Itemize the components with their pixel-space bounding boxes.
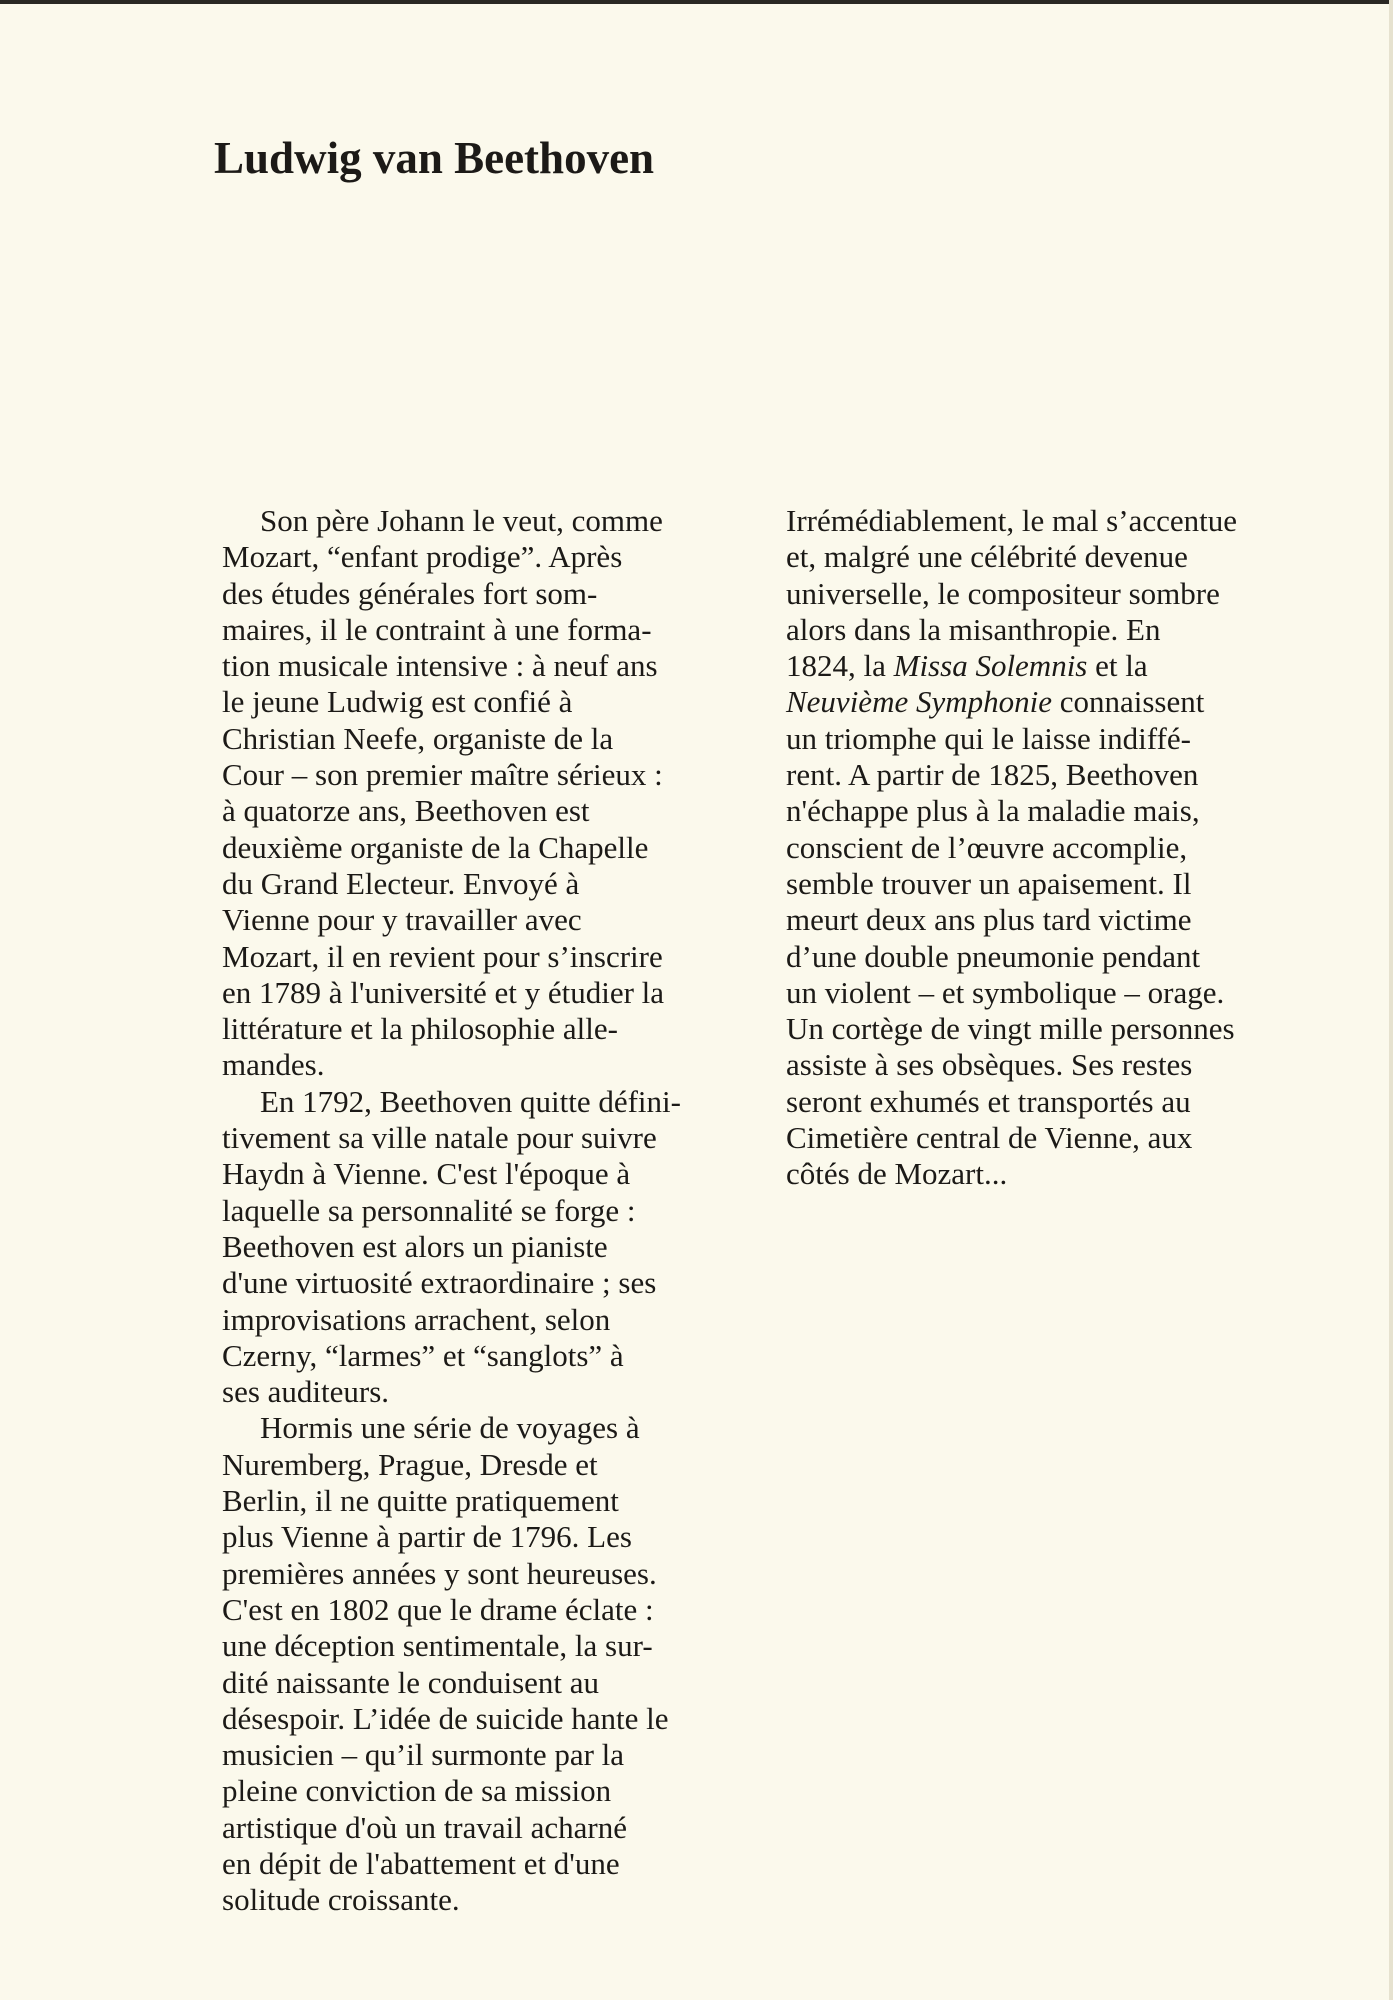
- text-line: Cimetière central de Vienne, aux: [786, 1120, 1193, 1156]
- paragraph-3: [222, 1410, 762, 1918]
- text-line: C'est en 1802 que le drame éclate :: [222, 1591, 654, 1627]
- text-line: n'échappe plus à la maladie mais,: [786, 793, 1200, 829]
- text-line: deuxième organiste de la Chapelle: [222, 829, 649, 865]
- text-line: Cour – son premier maître sérieux :: [222, 757, 663, 793]
- text-line: Son père Johann le veut, comme: [260, 503, 663, 538]
- text-line: dité naissante le conduisent au: [222, 1664, 600, 1700]
- text-line: meurt deux ans plus tard victime: [786, 902, 1192, 938]
- text-line: désespoir. L’idée de suicide hante le: [222, 1700, 669, 1736]
- text-line: Mozart, “enfant prodige”. Après: [222, 539, 623, 575]
- text-line: Haydn à Vienne. C'est l'époque à: [222, 1156, 631, 1192]
- work-title-missa-solemnis: Missa Solemnis: [893, 648, 1088, 684]
- work-title-neuvieme-symphonie: Neuvième Symphonie: [786, 684, 1052, 720]
- text-line: mandes.: [222, 1047, 325, 1083]
- text-line: universelle, le compositeur sombre: [786, 575, 1220, 611]
- text-line: Berlin, il ne quitte pratiquement: [222, 1483, 619, 1519]
- text-line: Mozart, il en revient pour s’inscrire: [222, 938, 663, 974]
- text-line: semble trouver un apaisement. Il: [786, 865, 1192, 901]
- text-line: tivement sa ville natale pour suivre: [222, 1120, 657, 1156]
- text-line: rent. A partir de 1825, Beethoven: [786, 757, 1199, 793]
- text-line: En 1792, Beethoven quitte défini-: [260, 1083, 681, 1119]
- text-line: d’une double pneumonie pendant: [786, 938, 1201, 974]
- text-line: tion musicale intensive : à neuf ans: [222, 648, 658, 684]
- paragraph-1: [222, 503, 762, 1084]
- text-line: solitude croissante.: [222, 1882, 460, 1918]
- text-line: assiste à ses obsèques. Ses restes: [786, 1047, 1193, 1083]
- text-line: le jeune Ludwig est confié à: [222, 684, 573, 720]
- text-line: [786, 684, 1326, 720]
- right-column: [786, 503, 1326, 1193]
- text-line: Irrémédiablement, le mal s’accentue: [786, 503, 1237, 538]
- text-line: maires, il le contraint à une forma-: [222, 611, 652, 647]
- text-line: conscient de l’œuvre accomplie,: [786, 829, 1188, 865]
- text-line: ses auditeurs.: [222, 1374, 390, 1410]
- text-line: Beethoven est alors un pianiste: [222, 1228, 608, 1264]
- page-title: Ludwig van Beethoven: [214, 133, 655, 183]
- left-column: [222, 503, 762, 1919]
- text-line: littérature et la philosophie alle-: [222, 1011, 618, 1047]
- text-line: plus Vienne à partir de 1796. Les: [222, 1519, 632, 1555]
- page-top-edge: [0, 0, 1393, 4]
- text-line: artistique d'où un travail acharné: [222, 1809, 627, 1845]
- text-line: [786, 648, 1326, 684]
- text-line: musicien – qu’il surmonte par la: [222, 1737, 625, 1773]
- text-line: des études générales fort som-: [222, 575, 598, 611]
- text-line: Czerny, “larmes” et “sanglots” à: [222, 1337, 624, 1373]
- text-line: à quatorze ans, Beethoven est: [222, 793, 590, 829]
- text-line: en dépit de l'abattement et d'une: [222, 1845, 620, 1881]
- page-right-edge: [1389, 0, 1393, 2000]
- text-line: Hormis une série de voyages à: [260, 1410, 640, 1446]
- text-run: 1824, la: [786, 648, 894, 684]
- text-line: et, malgré une célébrité devenue: [786, 539, 1188, 575]
- text-line: en 1789 à l'université et y étudier la: [222, 974, 665, 1010]
- text-line: un triomphe qui le laisse indiffé-: [786, 720, 1191, 756]
- text-line: côtés de Mozart...: [786, 1156, 1008, 1192]
- text-line: seront exhumés et transportés au: [786, 1083, 1191, 1119]
- text-run: et la: [1087, 648, 1148, 684]
- text-line: premières années y sont heureuses.: [222, 1555, 657, 1591]
- text-line: Nuremberg, Prague, Dresde et: [222, 1446, 598, 1482]
- text-line: alors dans la misanthropie. En: [786, 611, 1161, 647]
- text-run: connaissent: [1051, 684, 1205, 720]
- text-line: un violent – et symbolique – orage.: [786, 974, 1225, 1010]
- text-line: Christian Neefe, organiste de la: [222, 720, 614, 756]
- text-line: du Grand Electeur. Envoyé à: [222, 865, 580, 901]
- text-line: laquelle sa personnalité se forge :: [222, 1192, 636, 1228]
- paragraph-4: [786, 503, 1326, 1193]
- text-line: pleine conviction de sa mission: [222, 1773, 612, 1809]
- text-line: une déception sentimentale, la sur-: [222, 1628, 653, 1664]
- paragraph-2: [222, 1084, 762, 1411]
- text-line: d'une virtuosité extraordinaire ; ses: [222, 1265, 657, 1301]
- text-line: Vienne pour y travailler avec: [222, 902, 582, 938]
- text-line: Un cortège de vingt mille personnes: [786, 1011, 1235, 1047]
- text-line: improvisations arrachent, selon: [222, 1301, 611, 1337]
